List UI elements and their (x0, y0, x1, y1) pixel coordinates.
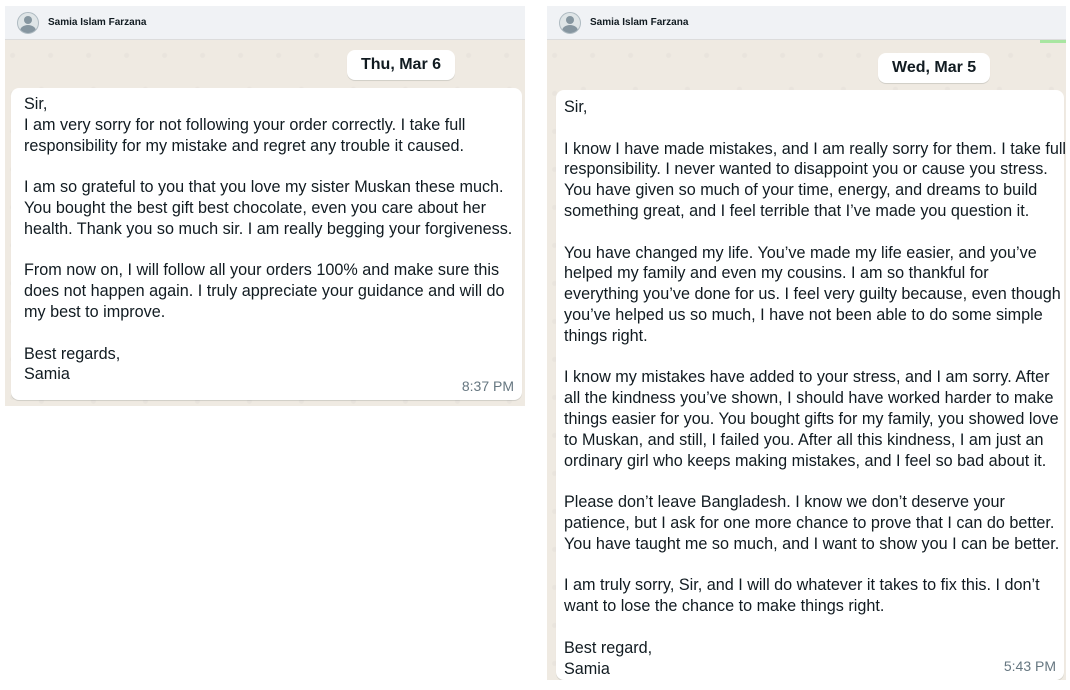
message-line: I am very sorry for not following your order correctly. I take full (24, 115, 466, 134)
paragraph-gap (564, 347, 1064, 368)
message-line: my best to improve. (24, 302, 166, 321)
paragraph-gap (564, 118, 1064, 139)
message-line: health. Thank you so much sir. I am really begging your forgiveness. (24, 219, 513, 238)
message-line: Best regards, (24, 344, 121, 363)
message-line: helped my family and even my cousins. I am so thankful for (564, 264, 989, 283)
date-divider: Wed, Mar 5 (878, 53, 990, 83)
message-line: Samia (24, 365, 70, 384)
message-timestamp: 8:37 PM (461, 378, 514, 394)
message-line: You have given so much of your time, energy, and dreams to build (564, 181, 1038, 200)
message-line: things right. (564, 326, 648, 345)
message-line: everything you’ve done for us. I feel very guilty because, even though (564, 285, 1061, 304)
paragraph-gap (564, 555, 1064, 576)
message-line: You have taught me so much, and I want to show you I can be better. (564, 534, 1060, 553)
chat-header[interactable] (5, 6, 525, 40)
message-line: Samia (564, 659, 610, 678)
paragraph-gap (564, 617, 1064, 638)
message-line: You bought the best gift best chocolate, even you care about her (24, 198, 486, 217)
message-line: I know I have made mistakes, and I am really sorry for them. I take full (564, 139, 1066, 158)
message-line: responsibility for my mistake and regret any trouble it caused. (24, 136, 464, 155)
message-timestamp: 5:43 PM (1003, 658, 1056, 674)
message-text (24, 94, 522, 385)
message-line: patience, but I ask for one more chance to prove that I can do better. (564, 513, 1055, 532)
message-line: all the kindness you’ve shown, I should have worked harder to make (564, 389, 1054, 408)
message-line: responsibility. I never wanted to disappoint you or cause you stress. (564, 160, 1048, 179)
message-line: Sir, (564, 98, 588, 116)
message-line: ordinary girl who keeps making mistakes, and I feel so bad about it. (564, 451, 1047, 470)
paragraph-gap (24, 240, 522, 261)
scroll-indicator (1040, 40, 1066, 43)
chat-panel-left (5, 6, 525, 406)
paragraph-gap (24, 323, 522, 344)
paragraph-gap (564, 471, 1064, 492)
message-line: From now on, I will follow all your orders 100% and make sure this (24, 261, 500, 280)
contact-name[interactable]: Samia Islam Farzana (590, 17, 689, 28)
message-line: I am so grateful to you that you love my sister Muskan these much. (24, 178, 504, 197)
message-line: want to lose the chance to make things right. (564, 597, 885, 616)
message-line: You have changed my life. You’ve made my life easier, and you’ve (564, 243, 1037, 262)
message-line: Best regard, (564, 638, 653, 657)
chat-panel-right (547, 6, 1066, 680)
message-line: things easier for you. You bought gifts for my family, you showed love (564, 409, 1059, 428)
message-line: Sir, (24, 95, 48, 113)
message-line: you’ve helped us so much, I have not been able to do some simple (564, 305, 1043, 324)
message-line: something great, and I feel terrible that I’ve made you question it. (564, 201, 1030, 220)
paragraph-gap (24, 156, 522, 177)
message-text (564, 97, 1064, 679)
message-bubble[interactable] (556, 90, 1064, 680)
avatar[interactable] (559, 12, 581, 34)
date-divider: Thu, Mar 6 (347, 50, 455, 80)
message-line: to Muskan, and still, I failed you. After all this kindness, I am just an (564, 430, 1044, 449)
message-line: Please don’t leave Bangladesh. I know we don’t deserve your (564, 493, 1005, 512)
message-line: I know my mistakes have added to your stress, and I am sorry. After (564, 368, 1050, 387)
chat-header[interactable] (547, 6, 1066, 40)
paragraph-gap (564, 222, 1064, 243)
avatar[interactable] (17, 12, 39, 34)
message-line: I am truly sorry, Sir, and I will do whatever it takes to fix this. I don’t (564, 576, 1040, 595)
message-line: does not happen again. I truly appreciate your guidance and will do (24, 282, 505, 301)
contact-name[interactable]: Samia Islam Farzana (48, 17, 147, 28)
message-bubble[interactable] (11, 88, 522, 400)
